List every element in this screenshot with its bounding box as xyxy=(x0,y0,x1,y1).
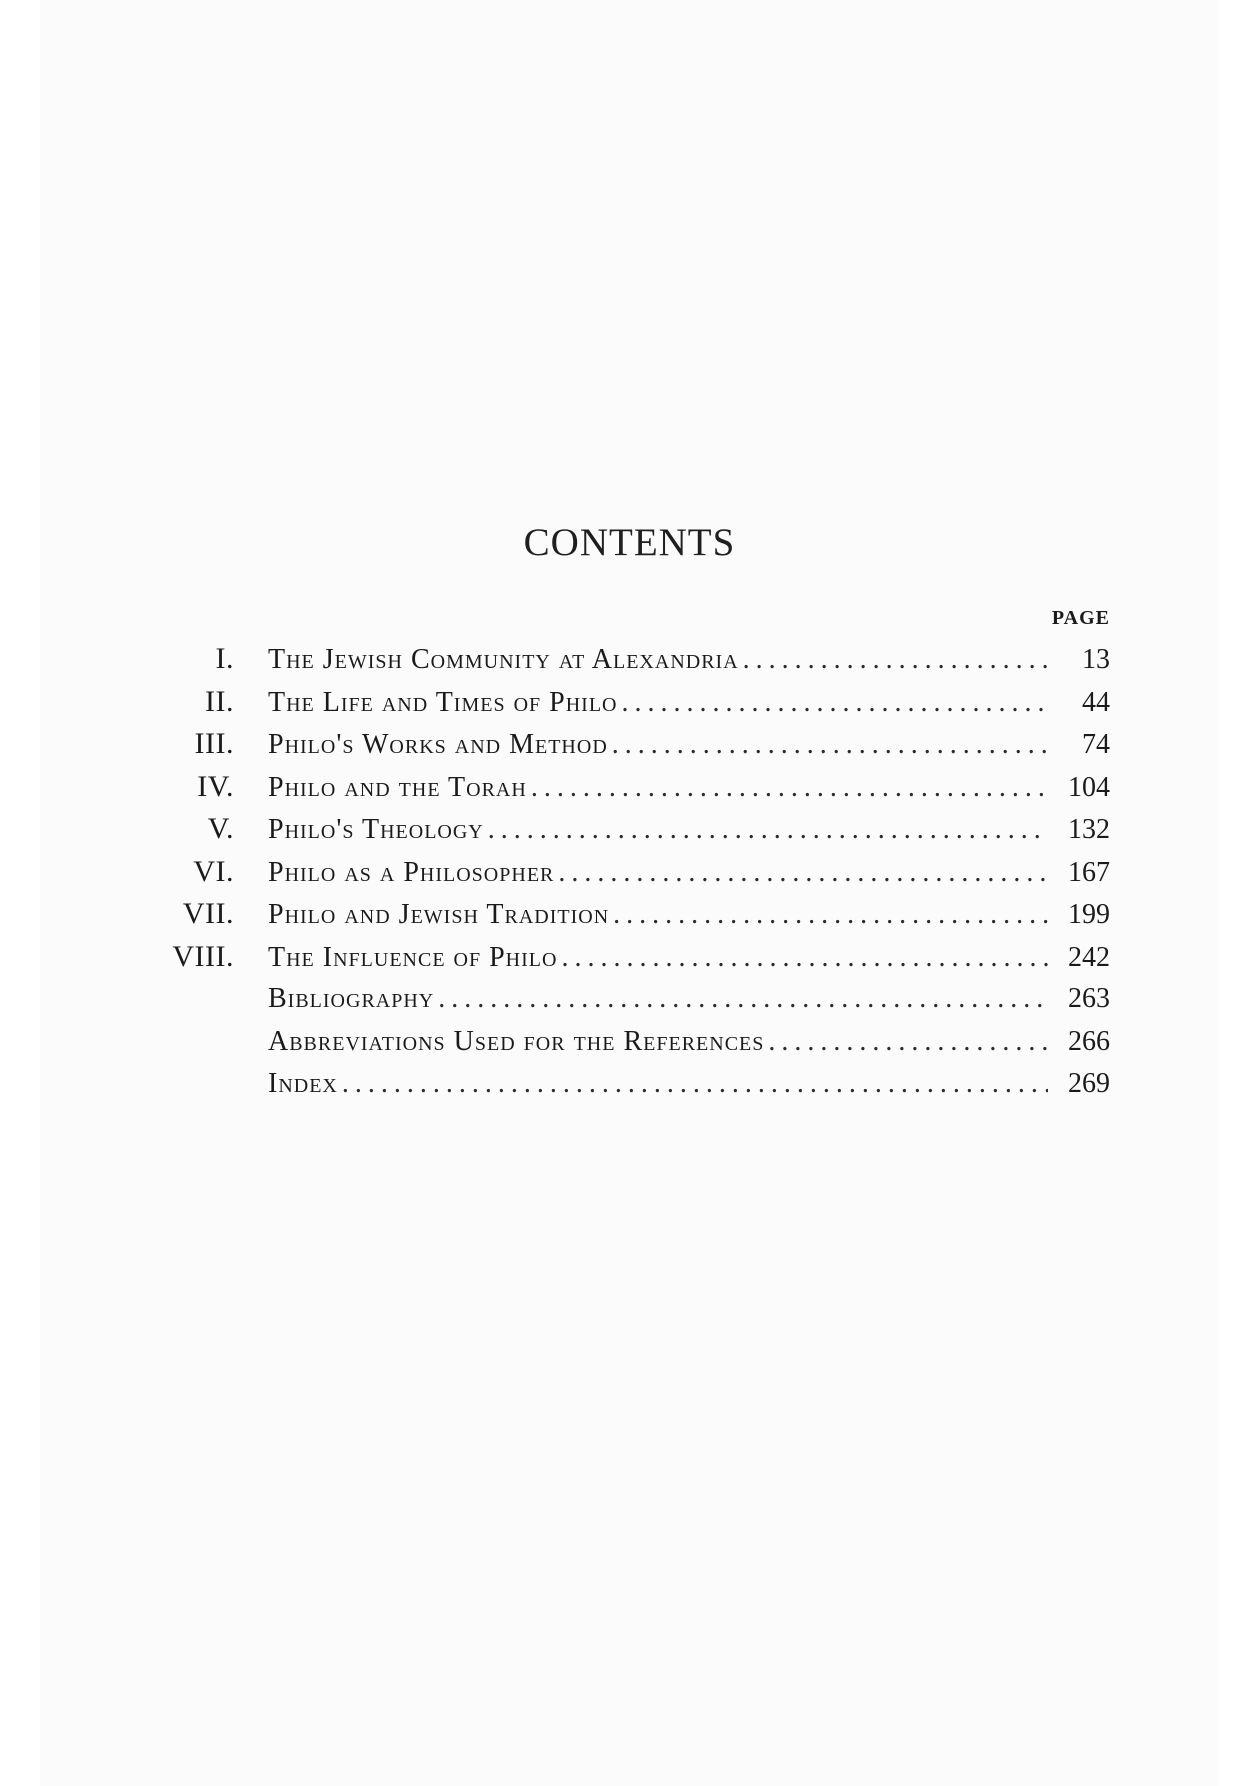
page-number: 242 xyxy=(1068,941,1110,973)
toc-entry xyxy=(140,1021,1110,1064)
toc-entry xyxy=(140,808,1110,851)
dot-leader xyxy=(558,852,1048,895)
table-of-contents xyxy=(140,638,1110,1106)
dot-leader xyxy=(613,894,1048,937)
chapter-number: I. xyxy=(215,642,234,675)
page-number: 263 xyxy=(1068,983,1110,1014)
toc-entry xyxy=(140,1063,1110,1106)
toc-entry xyxy=(140,893,1110,936)
chapter-title: The Life and Times of Philo xyxy=(268,686,618,718)
toc-entry xyxy=(140,638,1110,681)
page-number: 266 xyxy=(1068,1025,1110,1057)
chapter-number: VI. xyxy=(193,854,234,888)
chapter-number: V. xyxy=(207,812,234,845)
dot-leader xyxy=(612,724,1048,767)
page-number: 44 xyxy=(1082,686,1110,718)
chapter-number: VIII. xyxy=(172,939,234,973)
page-title: CONTENTS xyxy=(523,521,736,564)
page-number: 104 xyxy=(1068,771,1110,803)
dot-leader xyxy=(743,639,1048,682)
dot-leader xyxy=(621,682,1048,725)
dot-leader xyxy=(768,1021,1048,1064)
toc-entry xyxy=(140,766,1110,809)
toc-entry xyxy=(140,681,1110,724)
dot-leader xyxy=(488,809,1048,852)
page-number: 167 xyxy=(1068,856,1110,888)
chapter-title: Philo's Theology xyxy=(268,814,484,845)
chapter-title: Bibliography xyxy=(268,983,435,1014)
chapter-title: Philo and the Torah xyxy=(268,771,527,803)
toc-entry xyxy=(140,978,1110,1021)
chapter-title: Index xyxy=(268,1068,338,1099)
chapter-title: Philo as a Philosopher xyxy=(268,856,555,888)
toc-entry xyxy=(140,851,1110,894)
chapter-title: The Jewish Community at Alexandria xyxy=(268,644,739,675)
page-number: 13 xyxy=(1082,644,1110,675)
page-number: 199 xyxy=(1068,899,1110,930)
page-number: 269 xyxy=(1068,1068,1110,1099)
page-number: 74 xyxy=(1082,729,1110,760)
chapter-title: Abbreviations Used for the References xyxy=(268,1025,765,1057)
dot-leader xyxy=(438,978,1048,1021)
chapter-number: VII. xyxy=(182,897,234,930)
chapter-title: The Influence of Philo xyxy=(268,941,558,973)
toc-entry xyxy=(140,936,1110,979)
chapter-number: II. xyxy=(205,684,234,718)
dot-leader xyxy=(561,937,1048,980)
toc-entry xyxy=(140,723,1110,766)
chapter-title: Philo and Jewish Tradition xyxy=(268,899,610,930)
page-number: 132 xyxy=(1068,814,1110,845)
dot-leader xyxy=(531,767,1048,810)
chapter-number: III. xyxy=(194,727,234,760)
page-column-label: PAGE xyxy=(1051,607,1110,629)
dot-leader xyxy=(342,1063,1048,1106)
chapter-number: IV. xyxy=(197,769,234,803)
chapter-title: Philo's Works and Method xyxy=(268,729,608,760)
